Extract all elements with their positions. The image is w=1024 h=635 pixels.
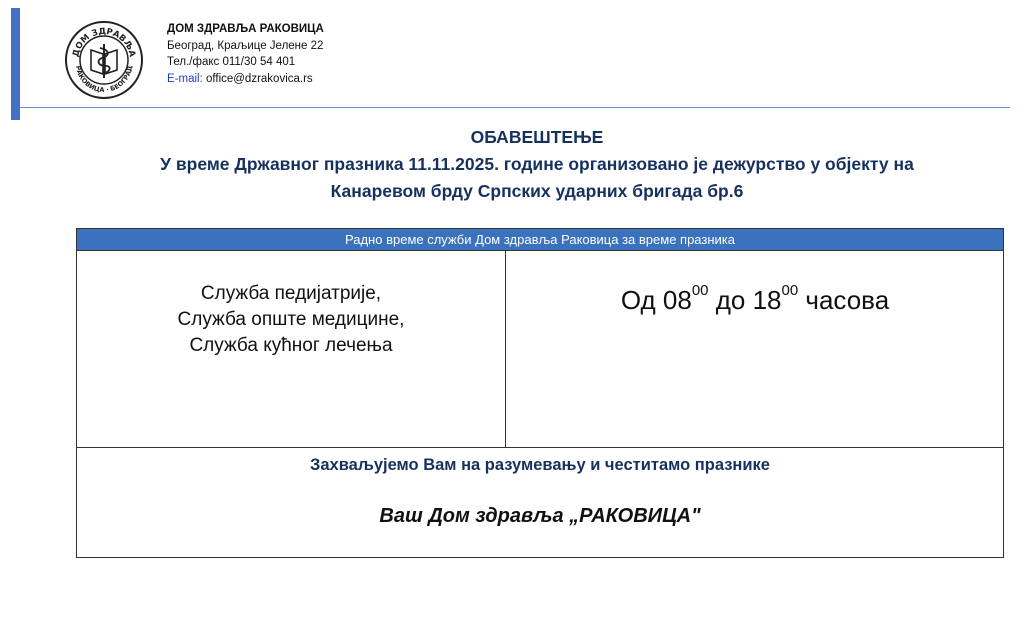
service-item: Служба кућног лечења — [189, 335, 393, 356]
hours-from-minutes: 00 — [691, 282, 709, 299]
organization-info — [167, 21, 324, 87]
service-item: Служба опште медицине, — [177, 309, 405, 330]
org-name: ДОМ ЗДРАВЉА РАКОВИЦА — [167, 23, 324, 35]
hours-to-minutes: 00 — [781, 282, 799, 299]
thanks-text: Захваљујемо Вам на разумевању и честитамо празнике — [310, 456, 770, 474]
org-email-line — [167, 71, 324, 88]
org-phone: Тел./факс 011/30 54 401 — [167, 56, 296, 68]
notice-line-1: У време Државног празника 11.11.2025. године организовано је дежурство у објекту на — [160, 154, 914, 174]
service-item: Служба педијатрије, — [200, 283, 382, 304]
table-row — [77, 448, 1003, 557]
hours-suffix: часова — [798, 285, 890, 315]
notice-line-2: Канаревом брду Српских ударних бригада бр.6 — [330, 181, 744, 201]
left-accent-bar — [11, 8, 20, 120]
org-address: Београд, Краљице Јелене 22 — [167, 39, 324, 52]
email-address: office@dzrakovica.rs — [205, 72, 313, 85]
hours-from: Од 08 — [620, 285, 692, 315]
signature-text: Ваш Дом здравља „РАКОВИЦА" — [379, 505, 701, 527]
logo-emblem-icon — [64, 20, 144, 100]
notice-block — [0, 124, 1024, 205]
logo-bottom-text: РАКОВИЦА · БЕОГРАД — [73, 64, 135, 95]
email-label: E-mail: — [167, 72, 203, 85]
table-header: Радно време служби Дом здравља Раковица за време празника — [77, 229, 1003, 251]
services-cell — [77, 251, 506, 447]
notice-title: ОБАВЕШТЕЊЕ — [470, 127, 604, 147]
hours-to: до 18 — [708, 285, 782, 315]
header-divider — [20, 107, 1010, 108]
table-row — [77, 251, 1003, 448]
logo-top-text: ДОМ ЗДРАВЉА — [71, 26, 137, 58]
hours-cell — [507, 251, 1003, 447]
schedule-table — [76, 228, 1004, 558]
